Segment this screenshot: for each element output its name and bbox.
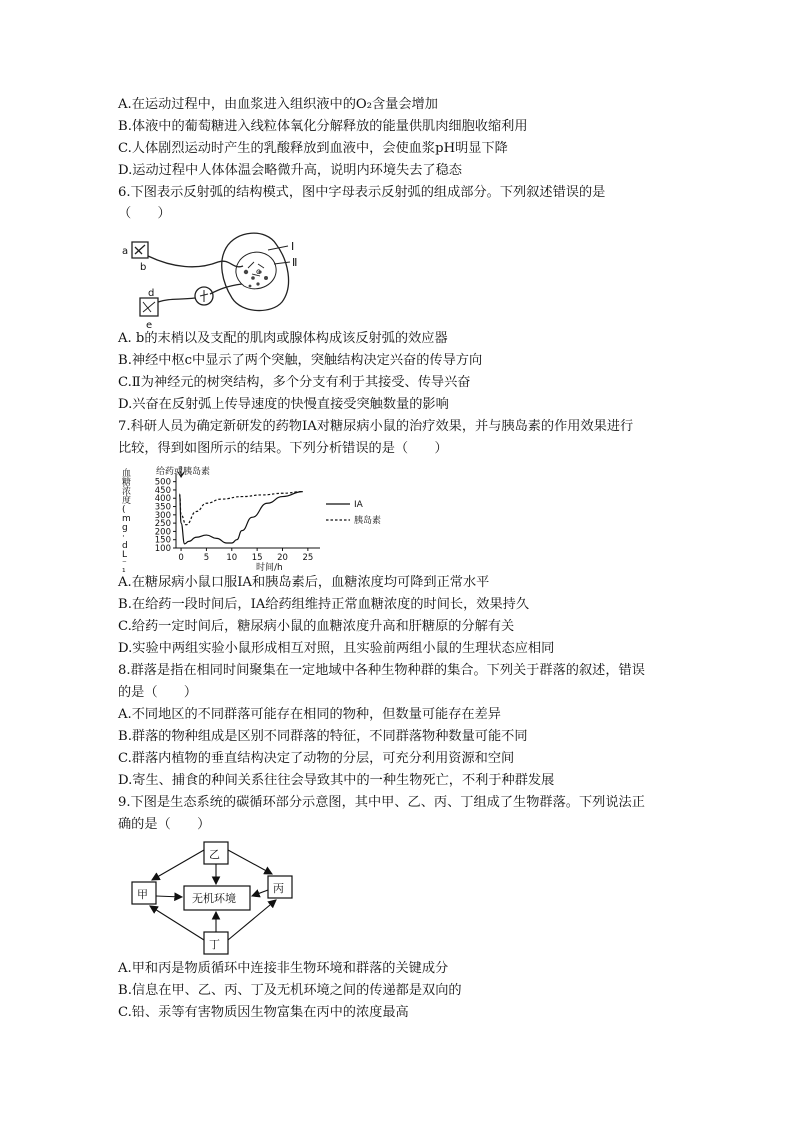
carbon-cycle-diagram	[118, 836, 308, 960]
chart-ytick-label: 200	[154, 527, 171, 538]
chart-ylabel-char	[122, 568, 126, 572]
label-inorganic-environment: 无机环境	[192, 892, 236, 905]
q5-option-d: D.运动过程中人体体温会略微升高，说明内环境失去了稳态	[118, 163, 462, 178]
q7-option-a: A.在糖尿病小鼠口服IA和胰岛素后，血糖浓度均可降到正常水平	[118, 575, 490, 590]
q7-stem-line1: 7.科研人员为确定新研发的药物IA对糖尿病小鼠的治疗效果，并与胰岛素的作用效果进行	[118, 419, 634, 434]
q6-stem-line2: （ ）	[118, 206, 171, 221]
q9-option-b: B.信息在甲、乙、丙、丁及无机环境之间的传递都是双向的	[118, 983, 462, 998]
chart-ytick-label: 150	[154, 535, 171, 546]
arrow-yi-jia	[152, 850, 204, 880]
chart-ylabel-char: (	[122, 505, 126, 515]
chart-xtick-label: 15	[251, 553, 263, 563]
chart-ylabel	[122, 468, 131, 572]
label-jia: 甲	[137, 888, 148, 901]
q7-stem-line2: 比较，得到如图所示的结果。下列分析错误的是（ ）	[118, 441, 448, 456]
q6-option-d: D.兴奋在反射弧上传导速度的快慢直接受突触数量的影响	[118, 397, 449, 412]
q9-option-a: A.甲和丙是物质循环中连接非生物环境和群落的关键成分	[118, 961, 449, 976]
chart-ytick-label: 250	[154, 519, 171, 530]
q6-option-a: A. b的末梢以及支配的肌肉或腺体构成该反射弧的效应器	[118, 331, 448, 346]
chart-xtick-label: 5	[203, 553, 210, 563]
label-bing: 丙	[273, 882, 284, 895]
label-ding: 丁	[209, 938, 220, 951]
chart-ylabel-char: 糖	[122, 478, 132, 488]
arrow-ding-jia	[150, 906, 204, 940]
chart-ylabel-char: 度	[122, 496, 132, 506]
chart-ytick-label: 500	[154, 477, 171, 488]
chart-ytick-label: 100	[154, 544, 171, 554]
series-line-ia	[180, 492, 303, 544]
label-yi: 乙	[209, 848, 220, 861]
legend-label: 胰岛素	[354, 516, 382, 526]
q9-stem-line2: 确的是（ ）	[118, 817, 211, 832]
arrow-bing-env	[252, 890, 268, 896]
arrow-jia-env	[156, 896, 182, 897]
q8-stem-line1: 8.群落是指在相同时间聚集在一定地域中各种生物种群的集合。下列关于群落的叙述，错误	[118, 663, 645, 678]
label-d: d	[148, 288, 155, 299]
chart-ytick-label: 350	[154, 502, 171, 513]
chart-ylabel-char: ⁻	[122, 559, 127, 569]
chart-annotation: 给药或胰岛素	[156, 467, 211, 477]
q5-option-b: B.体液中的葡萄糖进入线粒体氧化分解释放的能量供肌肉细胞收缩利用	[118, 119, 528, 134]
chart-xtick-label: 20	[277, 553, 288, 563]
reflex-arc-figure	[118, 228, 318, 330]
chart-ylabel-char: L	[122, 550, 128, 560]
q5-option-a: A.在运动过程中，由血浆进入组织液中的O₂含量会增加	[118, 97, 438, 112]
q8-option-c: C.群落内植物的垂直结构决定了动物的分层，可充分利用资源和空间	[118, 751, 515, 766]
chart-xtick-label: 10	[226, 553, 238, 563]
chart-ytick-label: 400	[154, 494, 171, 505]
q9-stem-line1: 9.下图是生态系统的碳循环部分示意图，其中甲、乙、丙、丁组成了生物群落。下列说法正	[118, 795, 645, 810]
q6-stem-line1: 6.下图表示反射弧的结构模式，图中字母表示反射弧的组成部分。下列叙述错误的是	[118, 185, 606, 200]
label-a: a	[122, 246, 129, 257]
chart-ylabel-char: g	[122, 523, 128, 533]
chart-ylabel-char: d	[122, 541, 128, 551]
blood-glucose-chart	[118, 462, 408, 572]
label-I: Ⅰ	[291, 240, 295, 253]
q8-stem-line2: 的是（ ）	[118, 685, 198, 700]
q6-option-b: B.神经中枢c中显示了两个突触，突触结构决定兴奋的传导方向	[118, 353, 483, 368]
label-II: Ⅱ	[292, 256, 298, 269]
legend-label: IA	[354, 500, 363, 510]
chart-ylabel-char: m	[122, 514, 131, 524]
q8-option-d: D.寄生、捕食的种间关系往往会导致其中的一种生物死亡，不利于种群发展	[118, 773, 555, 788]
chart-ytick-label: 300	[154, 510, 171, 521]
arrow-yi-bing	[228, 850, 272, 874]
q5-option-c: C.人体剧烈运动时产生的乳酸释放到血液中，会使血浆pH明显下降	[118, 141, 508, 156]
chart-xtick-label: 25	[302, 553, 314, 563]
chart-ylabel-char: 浓	[122, 487, 132, 497]
chart-xtick-label: 0	[178, 553, 184, 563]
label-e: e	[146, 320, 153, 330]
label-c: c	[256, 267, 261, 276]
q9-option-c: C.铅、汞等有害物质因生物富集在丙中的浓度最高	[118, 1005, 409, 1020]
chart-ylabel-char: 血	[122, 469, 132, 479]
q8-option-a: A.不同地区的不同群落可能存在相同的物种，但数量可能存在差异	[118, 707, 501, 722]
chart-ylabel-char: ·	[122, 532, 125, 542]
q6-option-c: C.Ⅱ为神经元的树突结构，多个分支有利于其接受、传导兴奋	[118, 375, 471, 390]
q7-option-c: C.给药一定时间后，糖尿病小鼠的血糖浓度升高和肝糖原的分解有关	[118, 619, 515, 634]
q7-option-b: B.在给药一段时间后，IA给药组维持正常血糖浓度的时间长，效果持久	[118, 597, 530, 612]
chart-xlabel: 时间/h	[256, 563, 283, 572]
label-b: b	[140, 262, 147, 273]
q7-option-d: D.实验中两组实验小鼠形成相互对照，且实验前两组小鼠的生理状态应相同	[118, 641, 555, 656]
chart-ytick-label: 450	[154, 485, 171, 496]
q8-option-b: B.群落的物种组成是区别不同群落的特征，不同群落物种数量可能不同	[118, 729, 528, 744]
